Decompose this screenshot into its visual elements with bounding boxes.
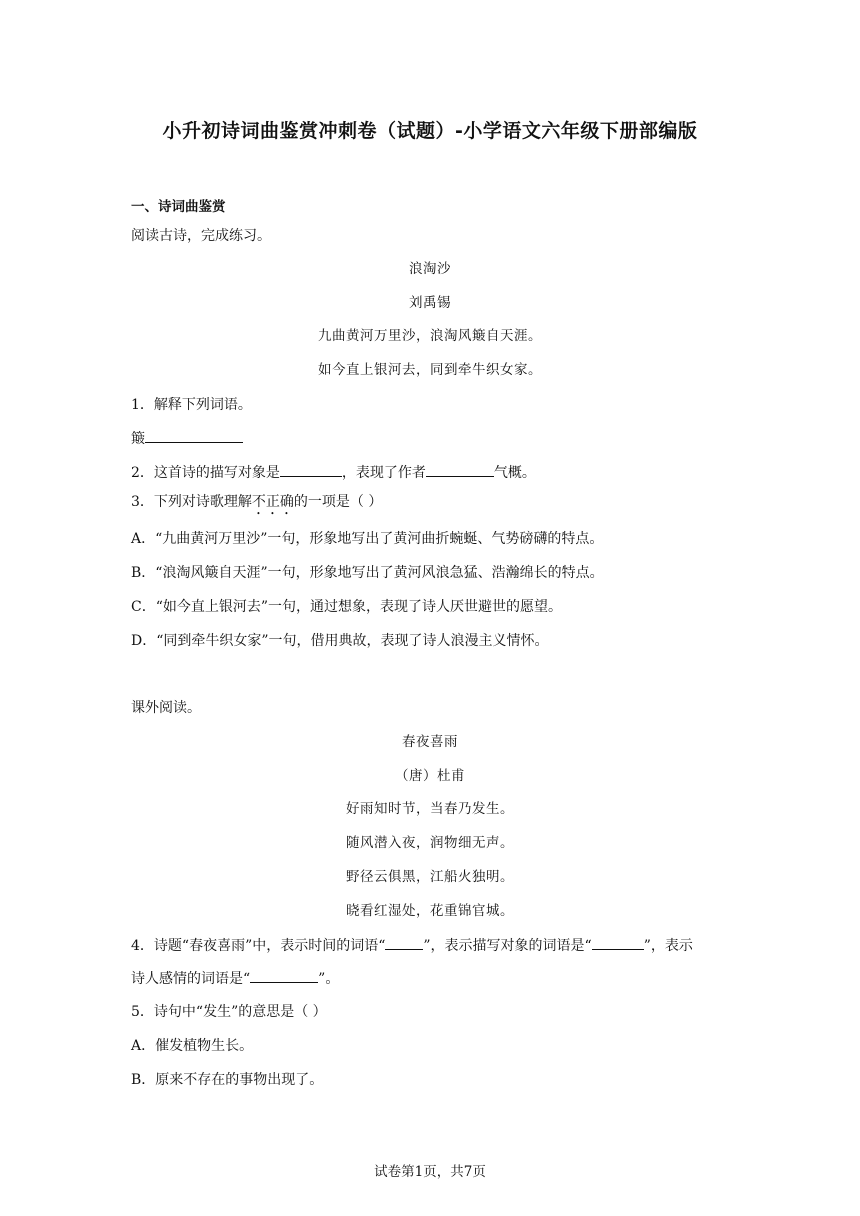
question-text: 气概。	[493, 465, 536, 481]
poem-line: 随风潜入夜，润物细无声。	[346, 835, 514, 851]
poem-line: 野径云俱黑，江船火独明。	[346, 869, 514, 885]
question-text: ，表现了作者	[341, 465, 426, 481]
question-text: ”。	[318, 971, 340, 987]
answer-blank[interactable]	[385, 935, 423, 950]
question-4	[131, 935, 693, 956]
section-heading: 一、诗词曲鉴赏	[131, 199, 226, 215]
poem-title: 浪淘沙	[409, 261, 451, 277]
question-text: 3．下列对诗歌理解	[131, 494, 252, 510]
reading-instruction: 课外阅读。	[131, 700, 201, 716]
poem-line: 晓看红湿处，花重锦官城。	[346, 903, 514, 919]
option-a[interactable]: A．催发植物生长。	[131, 1038, 254, 1054]
answer-blank[interactable]	[592, 935, 644, 950]
question-3	[131, 492, 382, 518]
option-b[interactable]: B．原来不存在的事物出现了。	[131, 1072, 324, 1088]
question-text: ”，表示	[643, 938, 693, 954]
question-text: 的一项是（ ）	[293, 494, 383, 510]
page-number-footer: 试卷第1页，共7页	[374, 1164, 486, 1180]
option-b[interactable]: B．“浪淘风簸自天涯”一句，形象地写出了黄河风浪急猛、浩瀚绵长的特点。	[131, 565, 604, 581]
poem-line: 九曲黄河万里沙，浪淘风簸自天涯。	[318, 328, 542, 344]
question-2	[131, 462, 536, 483]
question-4-continued	[131, 968, 339, 989]
option-d[interactable]: D．“同到牵牛织女家”一句，借用典故，表现了诗人浪漫主义情怀。	[131, 633, 549, 649]
question-text: ”，表示描写对象的词语是“	[423, 938, 592, 954]
question-text: 4．诗题“春夜喜雨”中，表示时间的词语“	[131, 938, 386, 954]
poem-author: 刘禹锡	[409, 295, 451, 311]
question-1: 1．解释下列词语。	[131, 397, 252, 413]
poem-title: 春夜喜雨	[402, 734, 458, 750]
answer-blank[interactable]	[250, 968, 318, 983]
question-text: 诗人感情的词语是“	[131, 971, 251, 987]
emphasized-text: 不正确	[251, 494, 294, 510]
answer-blank[interactable]	[280, 462, 342, 477]
answer-blank[interactable]	[426, 462, 494, 477]
poem-author: （唐）杜甫	[395, 768, 465, 784]
poem-line: 如今直上银河去，同到牵牛织女家。	[318, 362, 542, 378]
poem-line: 好雨知时节，当春乃发生。	[346, 801, 514, 817]
vocab-word: 簸	[131, 431, 145, 447]
reading-instruction: 阅读古诗，完成练习。	[131, 228, 271, 244]
answer-blank[interactable]	[145, 428, 243, 443]
question-5: 5．诗句中“发生”的意思是（ ）	[131, 1004, 327, 1020]
page-title: 小升初诗词曲鉴赏冲刺卷（试题）-小学语文六年级下册部编版	[162, 120, 698, 142]
option-a[interactable]: A．“九曲黄河万里沙”一句，形象地写出了黄河曲折蜿蜒、气势磅礴的特点。	[131, 531, 604, 547]
question-1-word	[131, 428, 243, 449]
option-c[interactable]: C．“如今直上银河去”一句，通过想象，表现了诗人厌世避世的愿望。	[131, 599, 563, 615]
question-text: 2．这首诗的描写对象是	[131, 465, 280, 481]
